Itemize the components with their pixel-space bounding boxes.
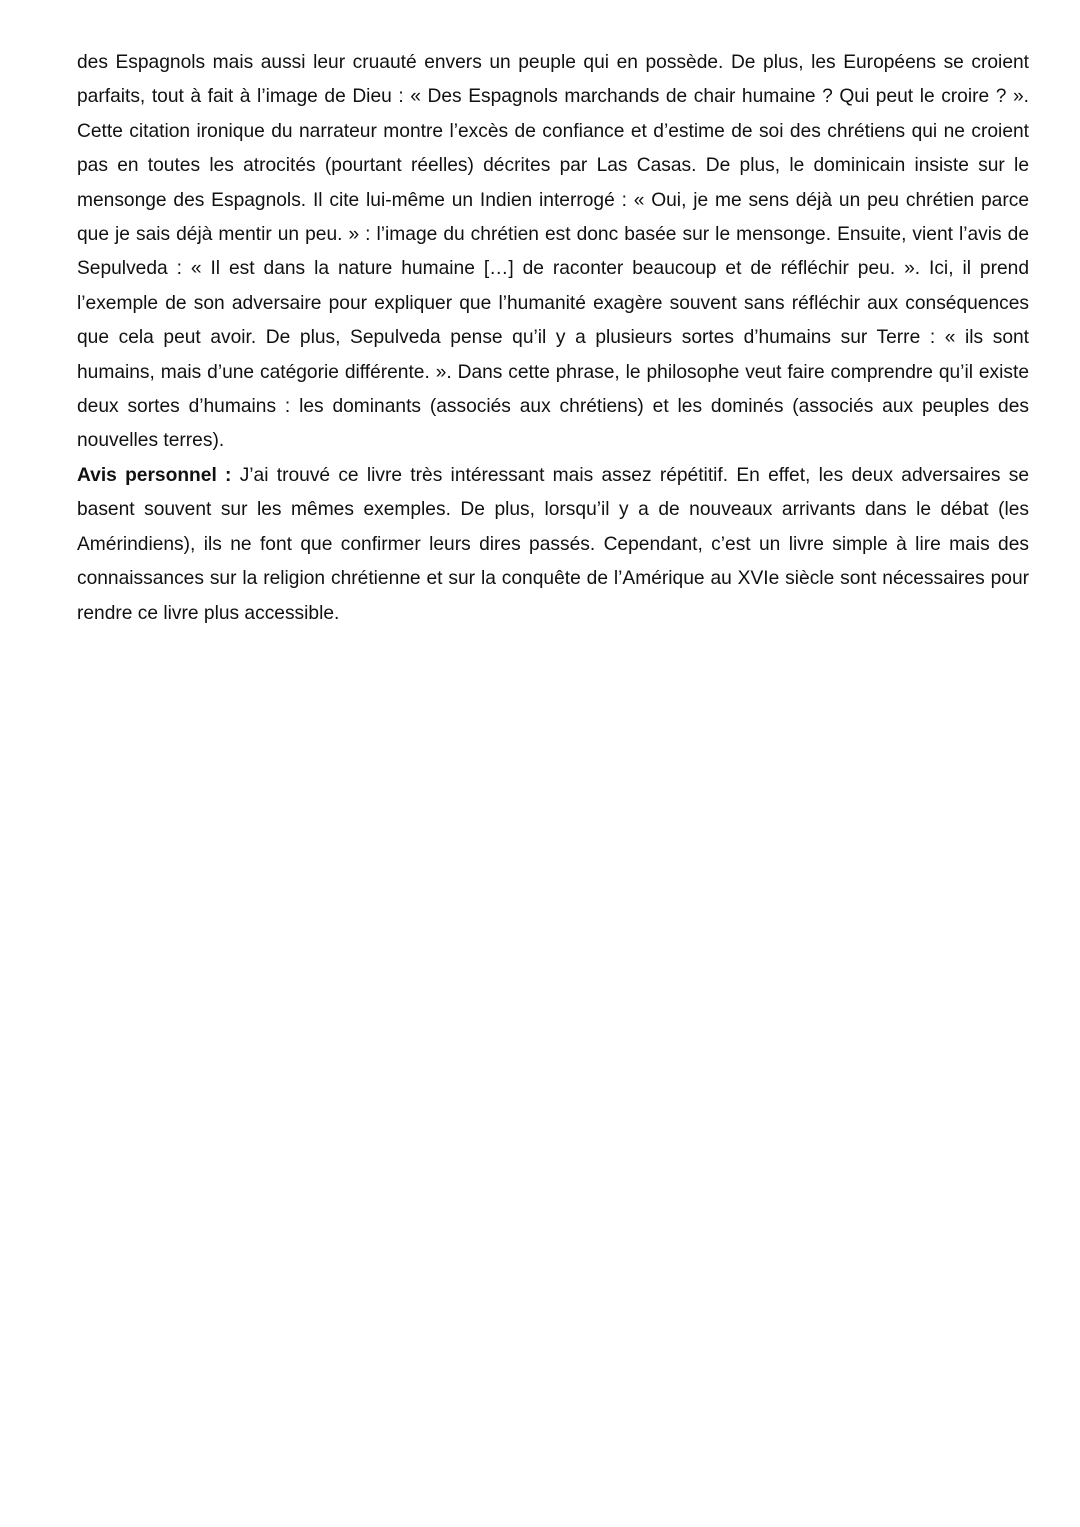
opinion-label: Avis personnel : bbox=[77, 464, 232, 486]
opinion-paragraph bbox=[77, 459, 1029, 631]
document-page bbox=[77, 46, 1029, 631]
analysis-paragraph: des Espagnols mais aussi leur cruauté envers un peuple qui en possède. De plus, les Européens se croient parfaits, tout à fait à l’image de Dieu : « Des Espagnols marchands de chair humaine ? Qui peut le croire ? ». Cette citation ironique du narrateur montre l’excès de confiance et d’estime de soi des chrétiens qui ne croient pas en toutes les atrocités (pourtant réelles) décrites par Las Casas. De plus, le dominicain insiste sur le mensonge des Espagnols. Il cite lui-même un Indien interrogé : « Oui, je me sens déjà un peu chrétien parce que je sais déjà mentir un peu. » : l’image du chrétien est donc basée sur le mensonge. Ensuite, vient l’avis de Sepulveda : « Il est dans la nature humaine […] de raconter beaucoup et de réfléchir peu. ». Ici, il prend l’exemple de son adversaire pour expliquer que l’humanité exagère souvent sans réfléchir aux conséquences que cela peut avoir. De plus, Sepulveda pense qu’il y a plusieurs sortes d’humains sur Terre : « ils sont humains, mais d’une catégorie différente. ». Dans cette phrase, le philosophe veut faire comprendre qu’il existe deux sortes d’humains : les dominants (associés aux chrétiens) et les dominés (associés aux peuples des nouvelles terres). bbox=[77, 52, 1029, 452]
opinion-text: J’ai trouvé ce livre très intéressant mais assez répétitif. En effet, les deux adversaires se basent souvent sur les mêmes exemples. De plus, lorsqu’il y a de nouveaux arrivants dans le débat (les Amérindiens), ils ne font que confirmer leurs dires passés. Cependant, c’est un livre simple à lire mais des connaissances sur la religion chrétienne et sur la conquête de l’Amérique au XVIe siècle sont nécessaires pour rendre ce livre plus accessible. bbox=[77, 464, 1030, 624]
